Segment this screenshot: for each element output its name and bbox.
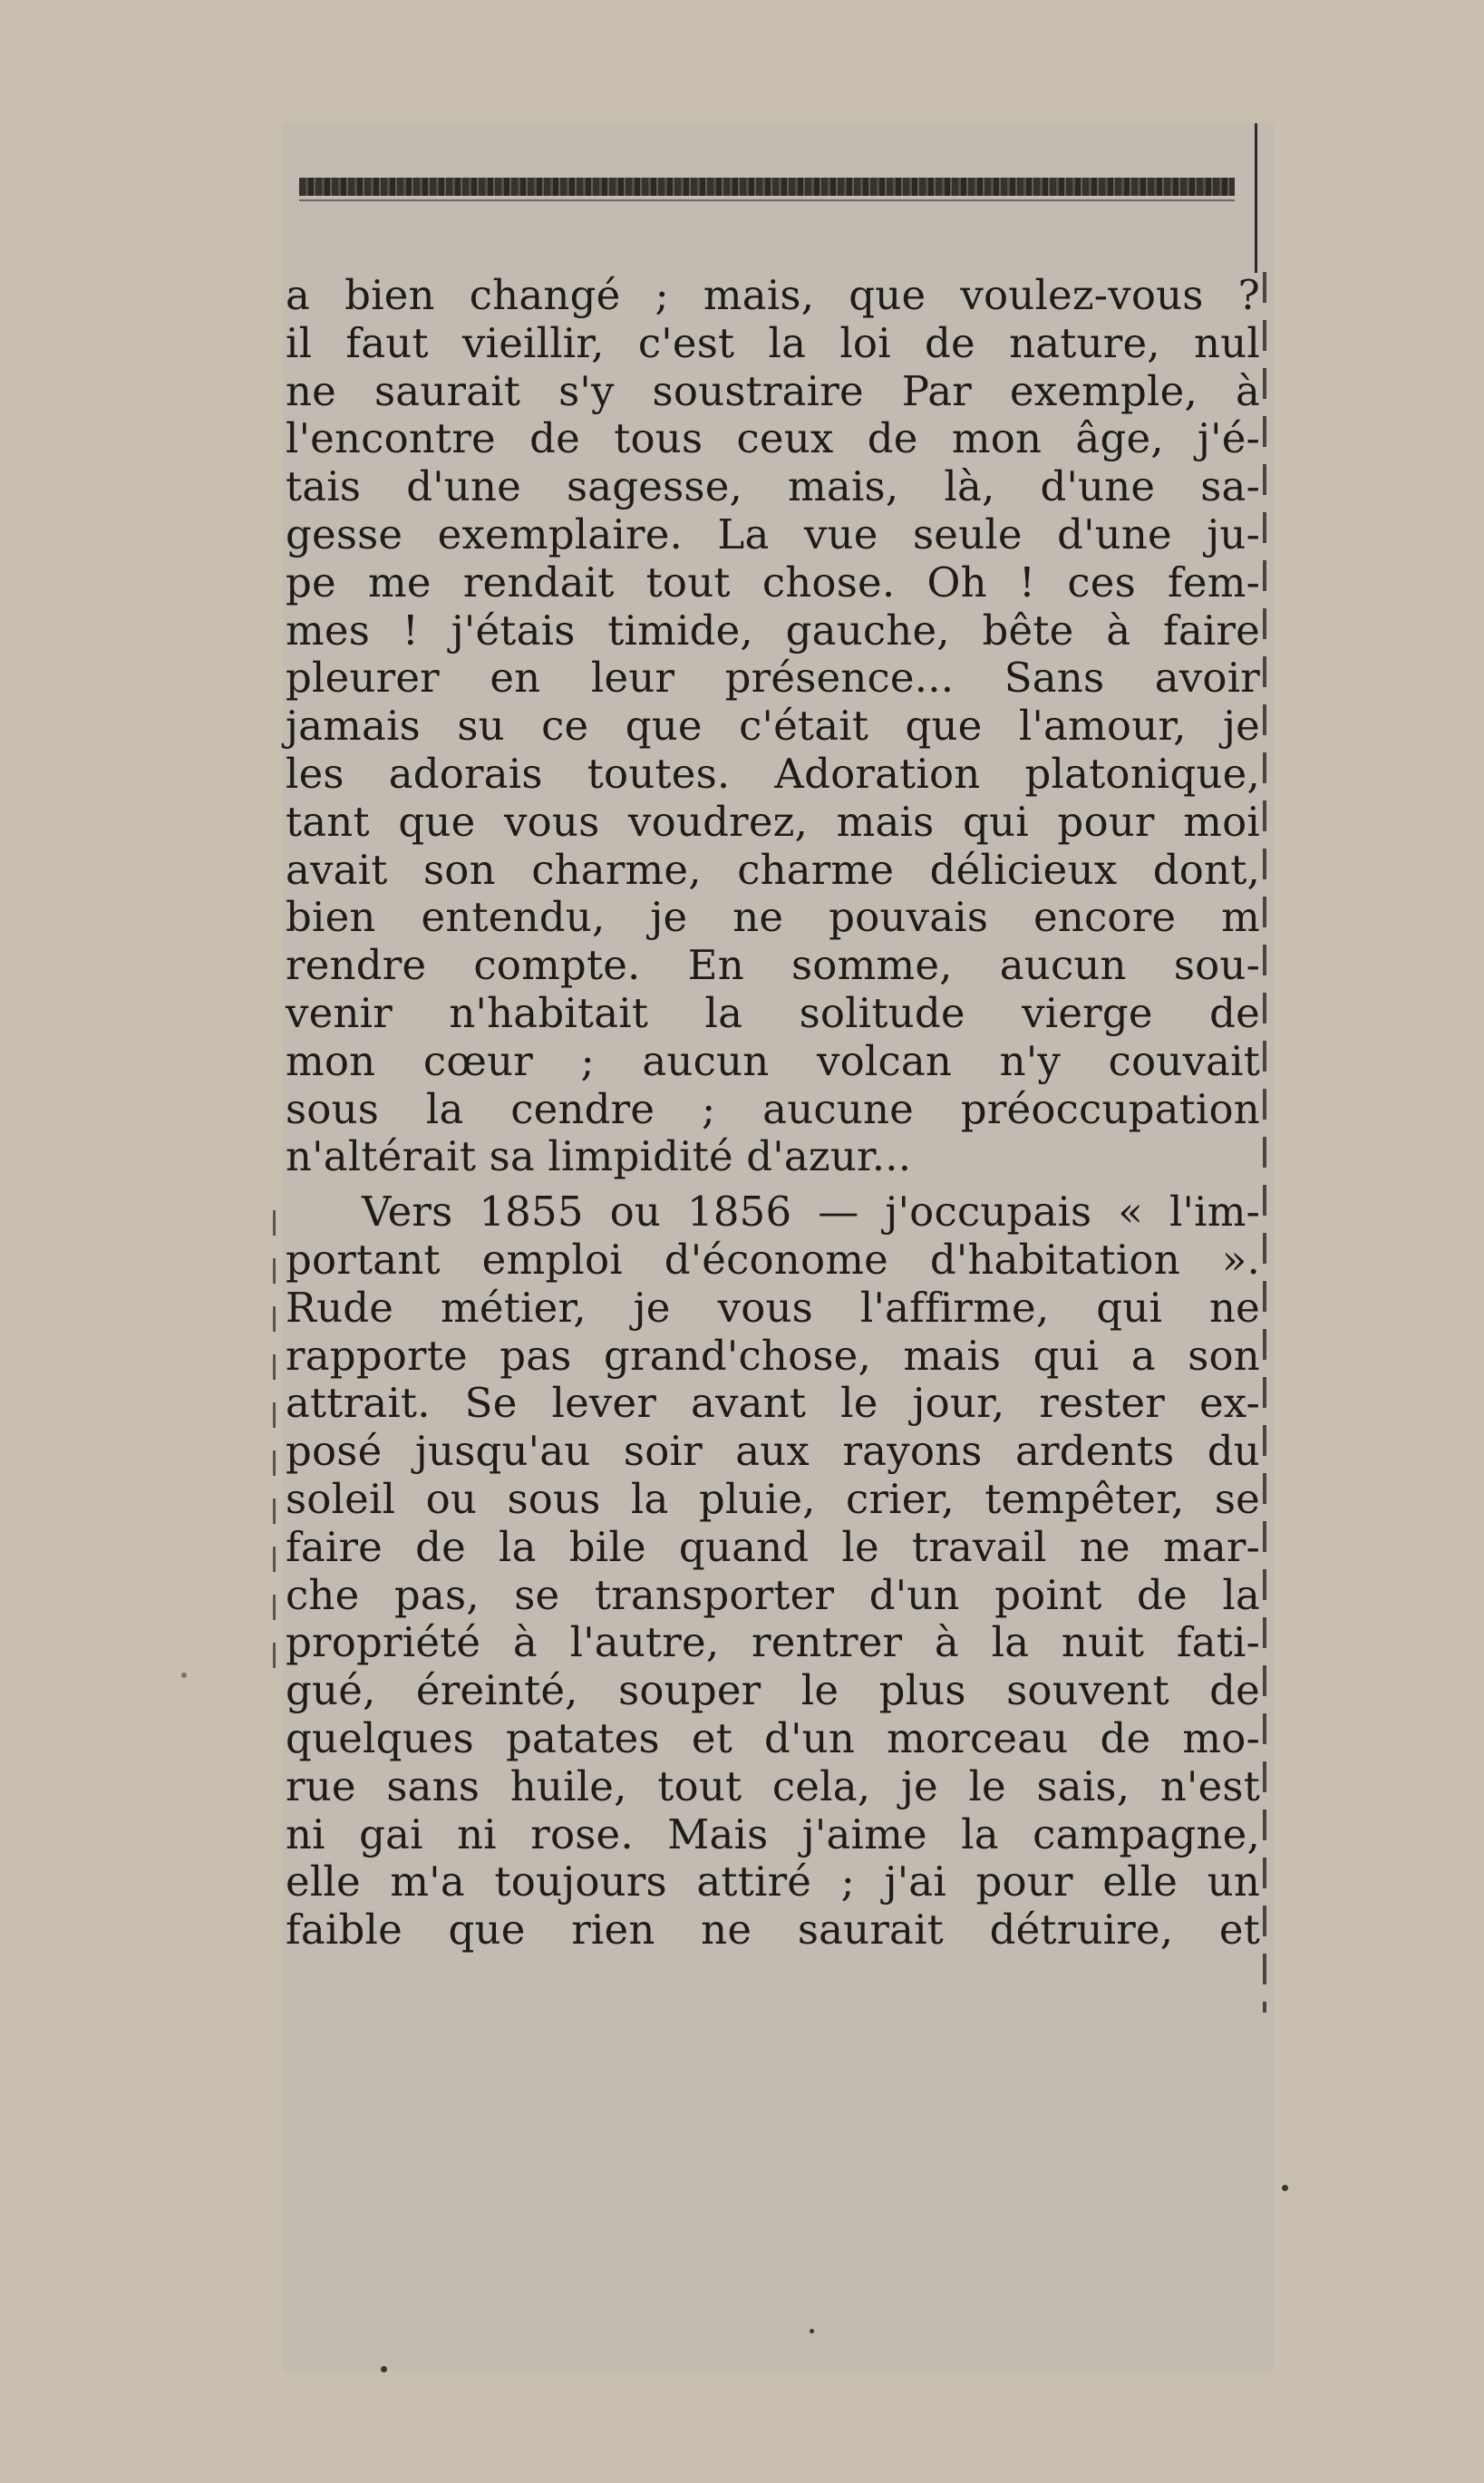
text-line: elle m'a toujours attiré ; j'ai pour elle un <box>286 1857 1260 1906</box>
text-line: bien entendu, je ne pouvais encore m <box>286 893 1260 942</box>
paragraph-1 <box>286 272 1260 1181</box>
text-line: tant que vous voudrez, mais qui pour moi <box>286 797 1260 846</box>
text-line: faire de la bile quand le travail ne mar- <box>286 1522 1260 1571</box>
text-line: posé jusqu'au soir aux rayons ardents du <box>286 1427 1260 1476</box>
text-line: pe me rendait tout chose. Oh ! ces fem- <box>286 558 1260 606</box>
text-line: pleurer en leur présence... Sans avoir <box>286 654 1260 703</box>
text-line: propriété à l'autre, rentrer à la nuit fati- <box>286 1618 1260 1667</box>
article-text <box>286 272 1260 1954</box>
text-line: Rude métier, je vous l'affirme, qui ne <box>286 1283 1260 1332</box>
text-line: ni gai ni rose. Mais j'aime la campagne, <box>286 1809 1260 1858</box>
text-line: tais d'une sagesse, mais, là, d'une sa- <box>286 462 1260 511</box>
text-line: n'altérait sa limpidité d'azur... <box>286 1132 912 1181</box>
paper-speck <box>181 1673 187 1678</box>
text-line: quelques patates et d'un morceau de mo- <box>286 1713 1260 1762</box>
text-line: a bien changé ; mais, que voulez-vous ? <box>286 271 1260 319</box>
text-line: mon cœur ; aucun volcan n'y couvait <box>286 1036 1260 1085</box>
text-line: sous la cendre ; aucune préoccupation <box>286 1084 1260 1133</box>
text-line: il faut vieillir, c'est la loi de nature, nul <box>286 318 1260 367</box>
text-line: ne saurait s'y soustraire Par exemple, à <box>286 366 1260 415</box>
text-line: gesse exemplaire. La vue seule d'une ju- <box>286 509 1260 558</box>
paper-speck <box>381 2366 387 2372</box>
text-line: attrait. Se lever avant le jour, rester ex- <box>286 1379 1260 1428</box>
paragraph-2 <box>286 1188 1260 1954</box>
column-header-thin-rule <box>299 199 1235 201</box>
text-line: mes ! j'étais timide, gauche, bête à faire <box>286 606 1260 655</box>
text-line: soleil ou sous la pluie, crier, tempêter, se <box>286 1474 1260 1523</box>
column-separator-left <box>273 1210 276 1682</box>
text-line: Vers 1855 ou 1856 — j'occupais « l'im- <box>362 1188 1260 1237</box>
paper-speck <box>810 2329 814 2333</box>
text-line: gué, éreinté, souper le plus souvent de <box>286 1666 1260 1715</box>
text-line: les adorais toutes. Adoration platonique, <box>286 749 1260 798</box>
column-separator-right <box>1263 272 1266 2013</box>
text-line: rapporte pas grand'chose, mais qui a son <box>286 1331 1260 1380</box>
text-line: venir n'habitait la solitude vierge de <box>286 988 1260 1037</box>
paper-speck <box>1282 2185 1288 2191</box>
text-line: portant emploi d'économe d'habitation ». <box>286 1235 1260 1284</box>
text-line: rue sans huile, tout cela, je le sais, n'est <box>286 1761 1260 1810</box>
text-line: avait son charme, charme délicieux dont, <box>286 845 1260 894</box>
column-separator-top <box>1255 123 1257 273</box>
text-line: l'encontre de tous ceux de mon âge, j'é- <box>286 414 1260 463</box>
text-line: jamais su ce que c'était que l'amour, je <box>286 702 1260 751</box>
column-header-rule <box>299 178 1235 196</box>
text-line: faible que rien ne saurait détruire, et <box>286 1906 1260 1954</box>
text-line: che pas, se transporter d'un point de la <box>286 1570 1260 1619</box>
text-line: rendre compte. En somme, aucun sou- <box>286 941 1260 990</box>
